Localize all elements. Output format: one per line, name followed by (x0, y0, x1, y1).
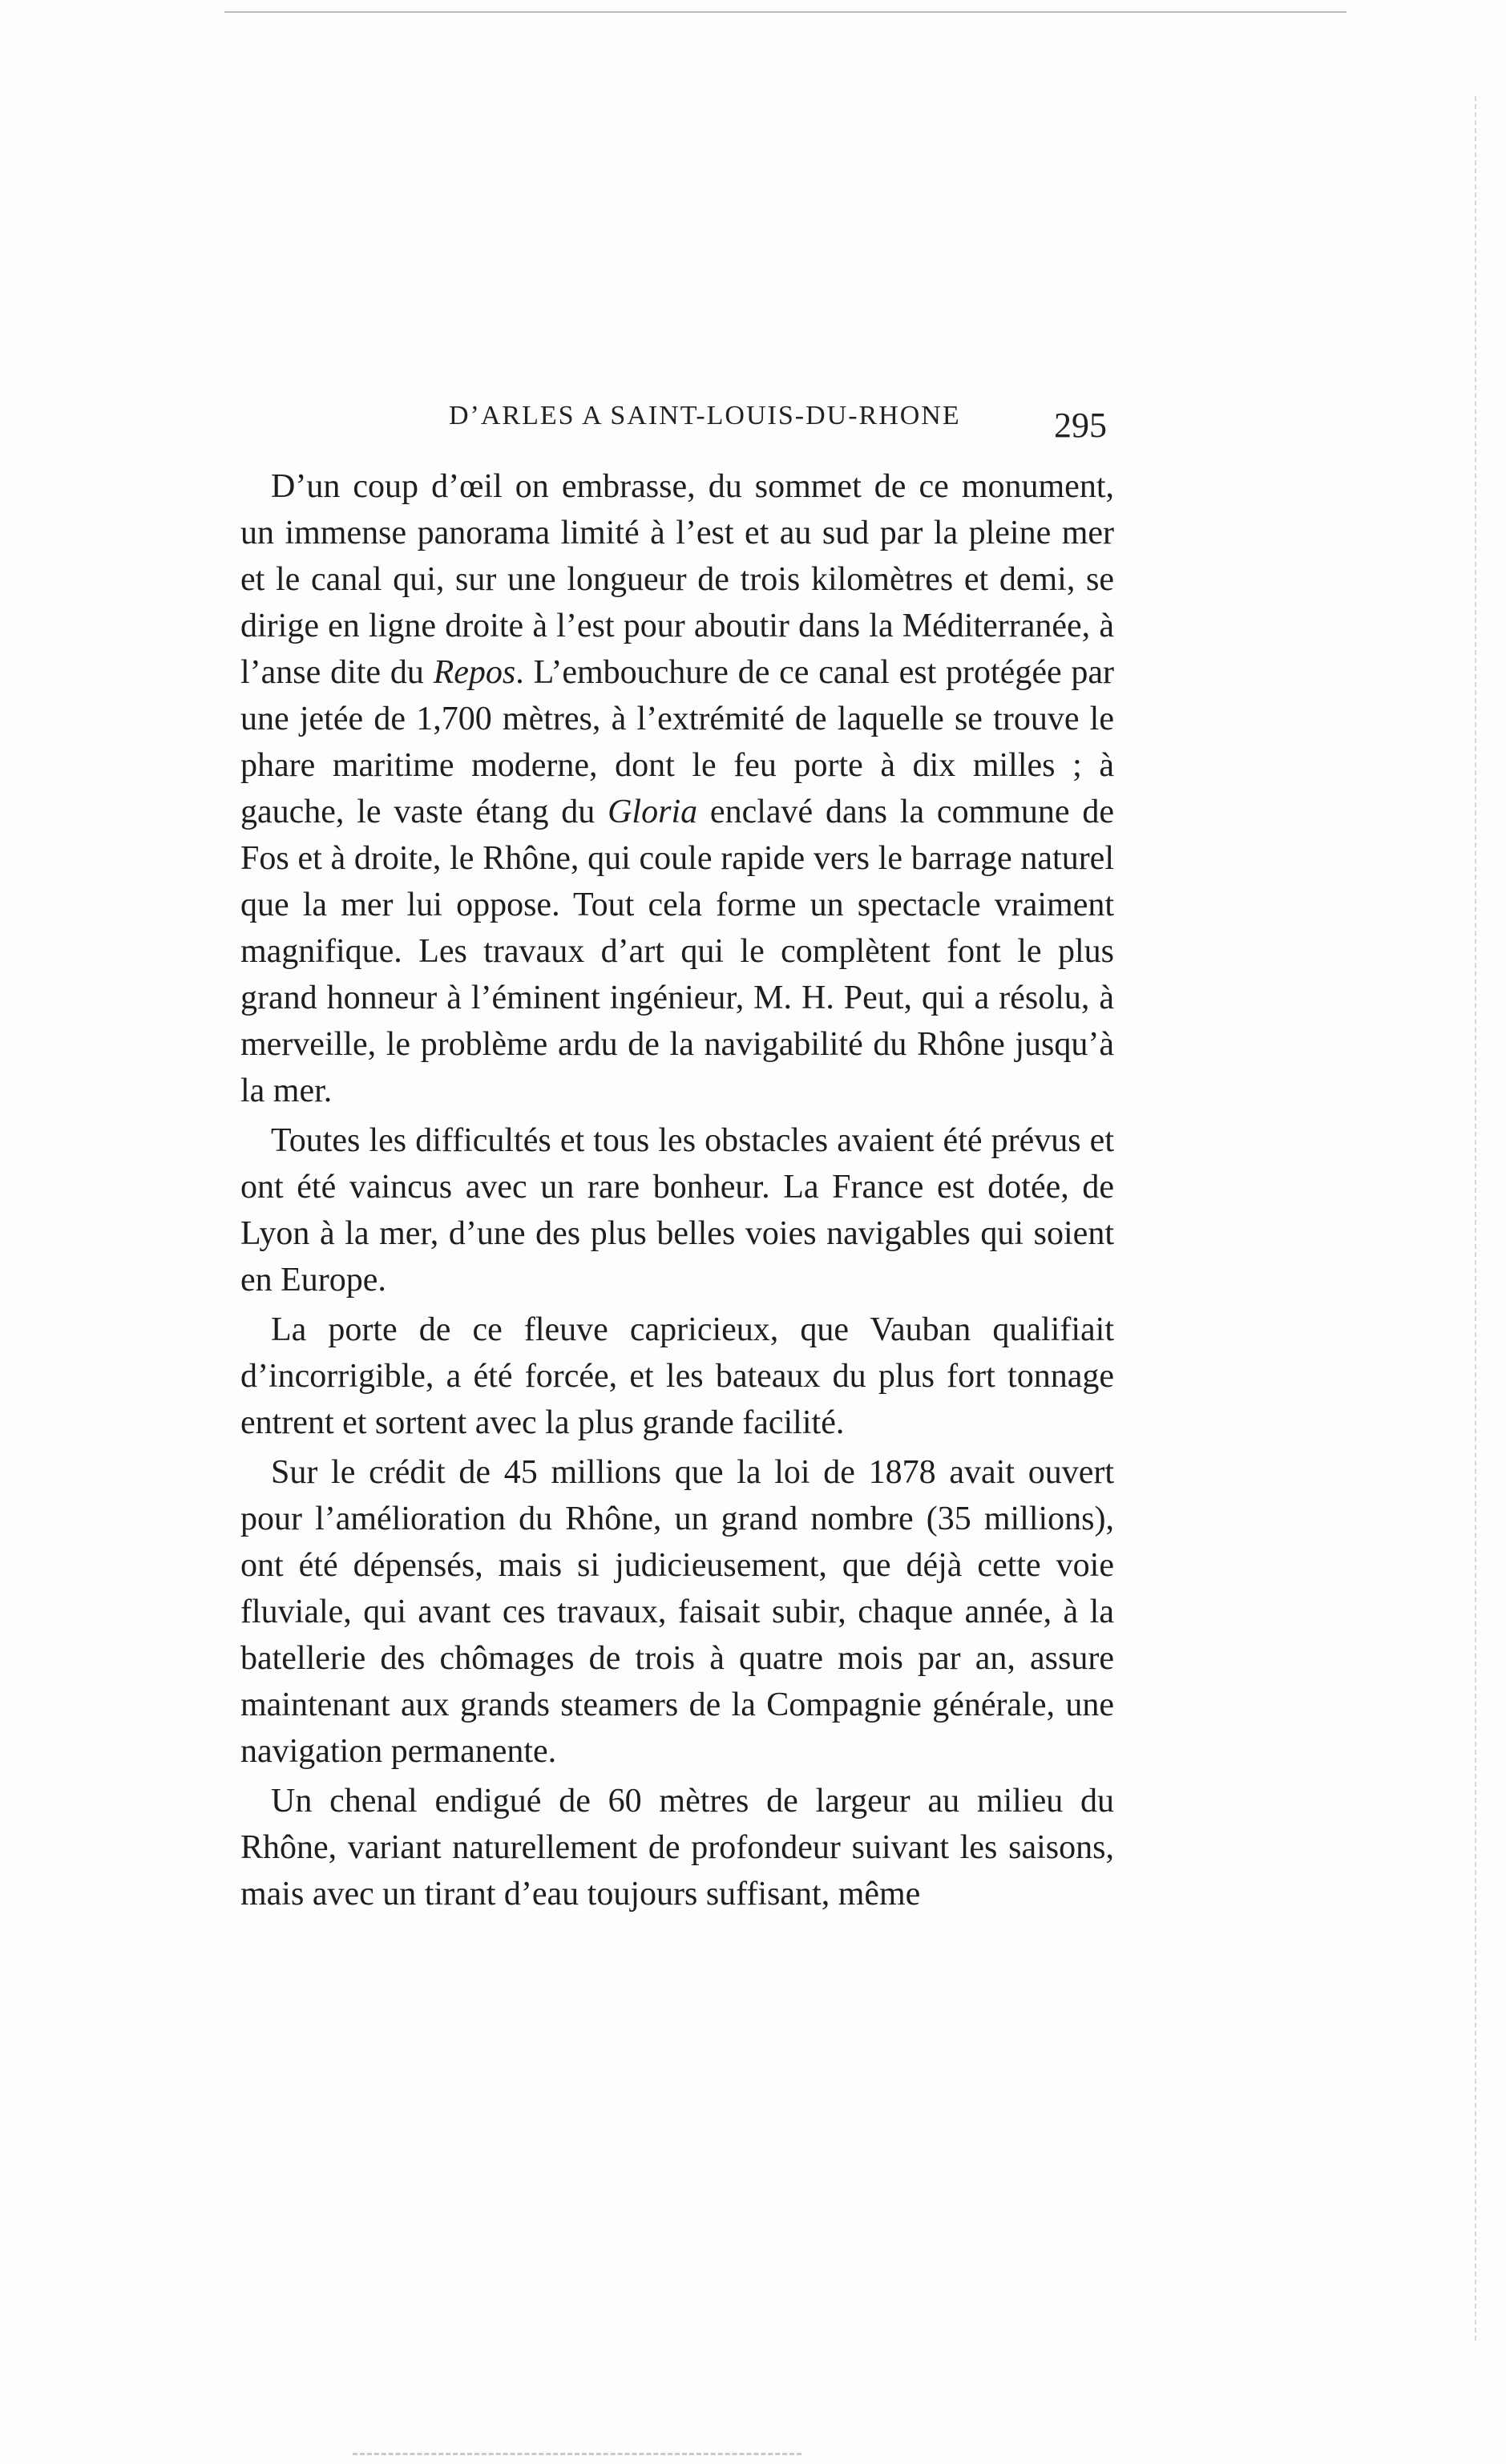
paragraph-1-italic-repos: Repos (433, 654, 516, 691)
paragraph-4: Sur le crédit de 45 millions que la loi de 1878 avait ouvert pour l’amélioration du Rhône, un grand nombre (35 millions), ont été dépensés, mais si judicieusement, que déjà cette voie fluviale, qui avant ces travaux, faisait subir, chaque année, à la batellerie des chômages de trois à quatre mois par an, assure maintenant aux grands steamers de la Compagnie générale, une navigation permanente. (240, 1454, 1114, 1770)
paragraph-1-italic-gloria: Gloria (608, 794, 698, 830)
page-number: 295 (1054, 406, 1107, 445)
scan-edge-bottom (353, 2453, 801, 2455)
body-text (240, 463, 1114, 1921)
paragraph-5: Un chenal endigué de 60 mètres de largeur au milieu du Rhône, variant naturellement de profondeur suivant les saisons, mais avec un tirant d’eau toujours suffisant, même (240, 1783, 1114, 1913)
paragraph-1-part-1: D’un coup d’œil on embrasse, du sommet de ce monument, un immense panorama limité à l’est et au sud par la pleine mer et le canal qui, sur une longueur de trois kilomètres et demi, se dirige en ligne droite à l’est pour aboutir dans la Méditerranée, à l’anse dite du (240, 468, 1114, 691)
scan-edge-top (224, 11, 1347, 13)
paragraph-2: Toutes les difficultés et tous les obstacles avaient été prévus et ont été vaincus avec un rare bonheur. La France est dotée, de Lyon à la mer, d’une des plus belles voies navigables qui soient en Europe. (240, 1122, 1114, 1299)
paragraph-3: La porte de ce fleuve capricieux, que Vauban qualifiait d’incorrigible, a été forcée, et les bateaux du plus fort tonnage entrent et sortent avec la plus grande facilité. (240, 1311, 1114, 1441)
scan-edge-right (1475, 96, 1476, 2341)
running-title: D’ARLES A SAINT-LOUIS-DU-RHONE (449, 401, 961, 430)
paragraph-1-part-3: enclavé dans la commune de Fos et à droite, le Rhône, qui coule rapide vers le barrage naturel que la mer lui oppose. Tout cela forme un spectacle vraiment magnifique. Les travaux d’art qui le complètent font le plus grand honneur à l’éminent ingénieur, M. H. Peut, qui a résolu, à merveille, le problème ardu de la navigabilité du Rhône jusqu’à la mer. (240, 794, 1115, 1109)
paragraph-1 (240, 463, 1114, 1114)
paragraph-1-part-2: . L’embouchure de ce canal est protégée par une jetée de 1,700 mètres, à l’extrémité de laquelle se trouve le phare maritime moderne, dont le feu porte à dix milles ; à gauche, le vaste étang du (240, 654, 1115, 830)
